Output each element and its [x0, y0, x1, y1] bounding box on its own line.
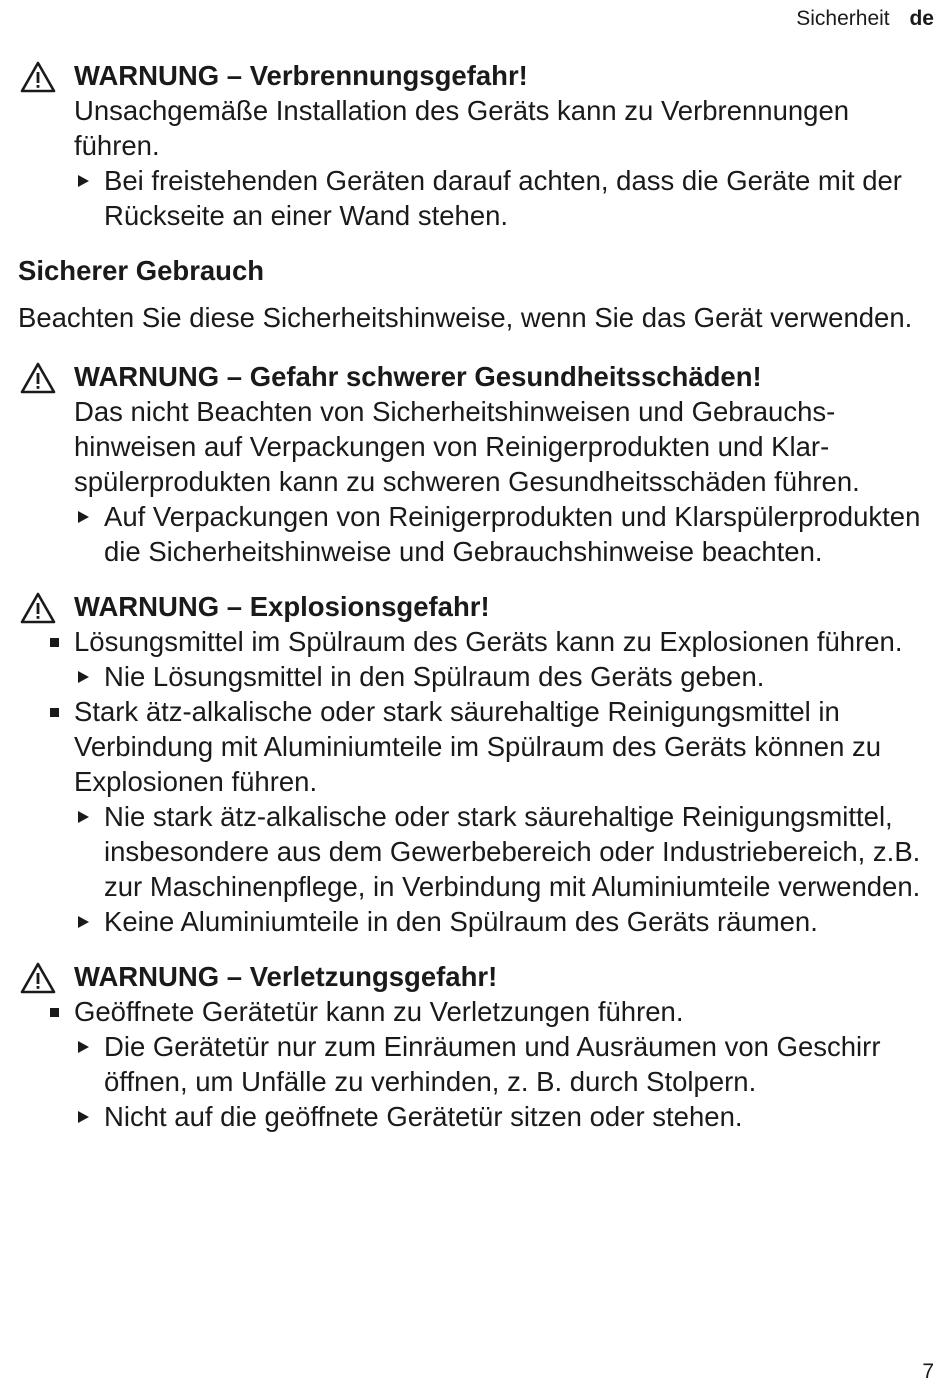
- bullet-square-icon: [50, 708, 59, 717]
- section-label: Sicherheit: [796, 7, 890, 30]
- page-number: 7: [922, 1360, 934, 1383]
- action-item: [18, 163, 938, 233]
- action-item: [18, 1099, 938, 1134]
- warning-health-heading: [18, 359, 938, 394]
- section-intro: Beachten Sie diese Sicherheitshinweise, wenn Sie das Gerät verwenden.: [18, 302, 913, 333]
- page-header: [796, 7, 934, 31]
- arrow-right-icon: [78, 1041, 89, 1053]
- action-item: [18, 799, 938, 904]
- warning-burn-heading: [18, 58, 938, 93]
- warning-explosion: [18, 589, 938, 939]
- warning-triangle-icon: [20, 962, 56, 994]
- bullet-item: [18, 694, 938, 799]
- arrow-right-icon: [78, 811, 89, 823]
- arrow-right-icon: [78, 671, 89, 683]
- warning-triangle-icon: [20, 592, 56, 624]
- warning-title: WARNUNG – Verletzungsgefahr!: [74, 961, 498, 992]
- warning-injury: [18, 959, 938, 1134]
- action-item: [18, 659, 938, 694]
- arrow-right-icon: [78, 511, 89, 523]
- action-text: Nie Lösungsmittel in den Spülraum des Geräts geben.: [104, 661, 765, 692]
- warning-health: [18, 359, 938, 569]
- warning-triangle-icon: [20, 61, 56, 93]
- bullet-square-icon: [50, 1008, 59, 1017]
- bullet-item: [18, 624, 938, 659]
- section-heading: Sicherer Gebrauch: [18, 255, 265, 286]
- warning-burn: [18, 58, 938, 233]
- action-item: [18, 499, 938, 569]
- bullet-item: [18, 994, 938, 1029]
- action-item: [18, 1029, 938, 1099]
- action-text: Bei freistehenden Geräten darauf achten, dass die Geräte mit der Rückseite an einer Wand stehen.: [104, 165, 902, 231]
- warning-text: Unsachgemäße Installation des Geräts kann zu Verbrennungen führen.: [74, 95, 850, 161]
- warning-injury-heading: [18, 959, 938, 994]
- arrow-right-icon: [78, 916, 89, 928]
- language-label: de: [909, 7, 934, 30]
- warning-triangle-icon: [20, 362, 56, 394]
- action-text: Die Gerätetür nur zum Einräumen und Ausräumen von Geschirr öffnen, um Unfälle zu verhinden, z. B. durch Stolpern.: [104, 1031, 881, 1097]
- arrow-right-icon: [78, 1111, 89, 1123]
- action-item: [18, 904, 938, 939]
- warning-explosion-heading: [18, 589, 938, 624]
- page-content: [18, 58, 938, 1154]
- bullet-square-icon: [50, 638, 59, 647]
- arrow-right-icon: [78, 175, 89, 187]
- action-text: Keine Aluminiumteile in den Spülraum des Geräts räumen.: [104, 906, 818, 937]
- warning-title: WARNUNG – Verbrennungsgefahr!: [74, 60, 528, 91]
- action-text: Nicht auf die geöffnete Gerätetür sitzen oder stehen.: [104, 1101, 743, 1132]
- action-text: Auf Verpackungen von Reinigerprodukten und Klarspülerprodukten die Sicherheitshinweise und Gebrauchshinweise beachten.: [104, 501, 921, 567]
- bullet-text: Geöffnete Gerätetür kann zu Verletzungen führen.: [74, 996, 684, 1027]
- warning-title: WARNUNG – Explosionsgefahr!: [74, 591, 490, 622]
- warning-text: Das nicht Beachten von Sicherheitshinweisen und Gebrauchshinweisen auf Verpackungen von Reinigerprodukten und Klarspülerprodukten kann zu schweren Gesundheitsschäden führen.: [74, 396, 860, 497]
- action-text: Nie stark ätz-alkalische oder stark säurehaltige Reinigungsmittel, insbesondere aus dem Gewerbebereich oder Industriebereich, z.B. zur Maschinenpflege, in Verbindung mit Aluminiumteile verwenden.: [104, 801, 921, 902]
- warning-title: WARNUNG – Gefahr schwerer Gesundheitsschäden!: [74, 361, 762, 392]
- bullet-text: Lösungsmittel im Spülraum des Geräts kann zu Explosionen führen.: [74, 626, 903, 657]
- bullet-text: Stark ätz-alkalische oder stark säurehaltige Reinigungsmittel in Verbindung mit Aluminiumteile im Spülraum des Geräts können zu Explosionen führen.: [74, 696, 882, 797]
